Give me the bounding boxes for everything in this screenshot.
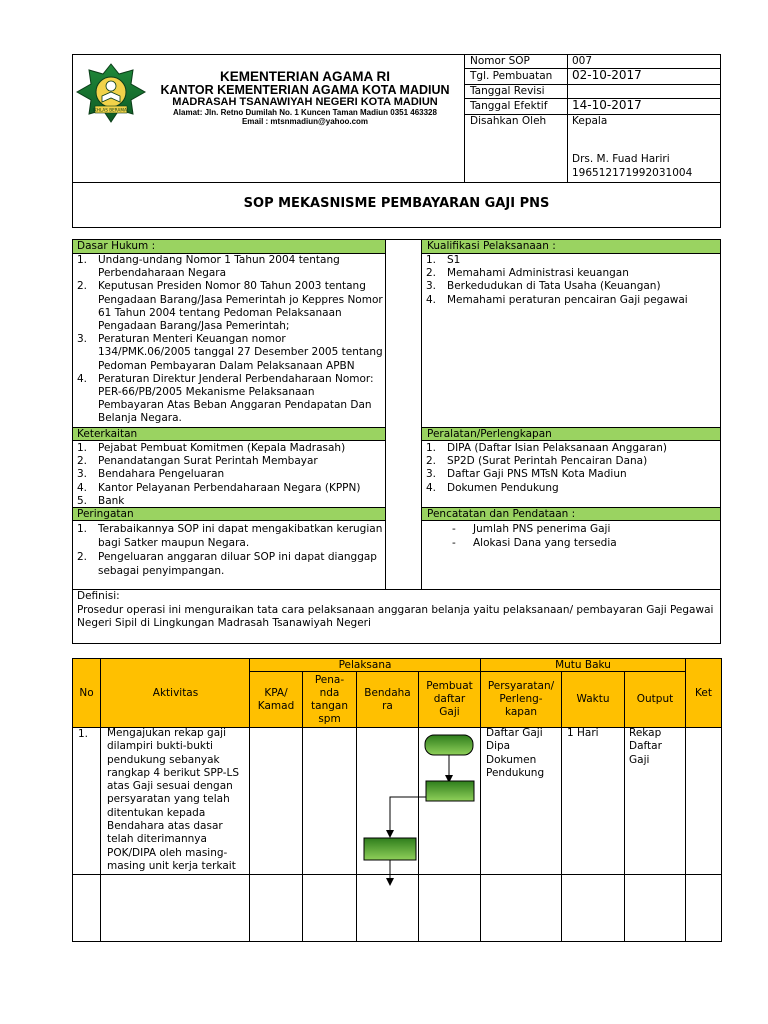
list-item: 3. Berkedudukan di Tata Usaha (Keuangan) <box>426 280 661 293</box>
approver-nip: 196512171992031004 <box>572 167 693 179</box>
list-item: 5. Bank <box>77 494 125 507</box>
meta-label: Tanggal Efektif <box>470 100 548 112</box>
definisi-text: Prosedur operasi ini menguraikan tata cara pelaksanaan anggaran belanja yaitu pelaksanaan/ pembayaran Gaji Pegawai <box>77 604 714 616</box>
meta-value: Kepala <box>572 115 608 127</box>
school-email: Email : mtsnmadiun@yahoo.com <box>241 117 369 126</box>
meta-label: Nomor SOP <box>470 55 530 67</box>
school-name: MADRASAH TSANAWIYAH NEGERI KOTA MADIUN <box>172 96 438 108</box>
list-item: - Jumlah PNS penerima Gaji <box>452 523 611 535</box>
peringatan-heading: Peringatan <box>77 508 134 520</box>
list-item: 1. Terabaikannya SOP ini dapat mengakibatkan kerugian bagi Satker maupun Negara. <box>77 523 383 549</box>
col-bendahara: Bendaha ra <box>364 686 411 712</box>
col-pembuat-daftar-gaji: Pembuat daftar Gaji <box>426 680 473 718</box>
list-item: 4. Memahami peraturan pencairan Gaji pegawai <box>426 293 688 306</box>
ministry-name: KEMENTERIAN AGAMA RI <box>220 69 390 84</box>
flow-connector <box>390 797 426 834</box>
meta-value: 14-10-2017 <box>572 98 642 112</box>
list-item: 1. S1 <box>426 254 461 266</box>
list-item: 3. Daftar Gaji PNS MTsN Kota Madiun <box>426 468 627 481</box>
flow-process-box <box>426 781 474 801</box>
col-waktu: Waktu <box>576 693 610 705</box>
pencatatan-heading: Pencatatan dan Pendataan : <box>427 508 576 520</box>
list-item: - Alokasi Dana yang tersedia <box>452 537 617 549</box>
persyaratan-text: Daftar Gaji Dipa Dokumen Pendukung <box>486 727 545 779</box>
meta-value: 007 <box>572 55 593 67</box>
meta-label: Tgl. Pembuatan <box>470 70 553 82</box>
keterkaitan-heading: Keterkaitan <box>77 428 138 440</box>
list-item: 2. Memahami Administrasi keuangan <box>426 267 629 280</box>
definisi-heading: Definisi: <box>77 590 120 602</box>
meta-label: Disahkan Oleh <box>470 115 547 127</box>
kualifikasi-heading: Kualifikasi Pelaksanaan : <box>427 240 556 252</box>
list-item: 1. DIPA (Daftar Isian Pelaksanaan Anggaran) <box>426 442 667 454</box>
waktu-text: 1 Hari <box>567 727 599 739</box>
meta-label: Tanggal Revisi <box>470 85 545 97</box>
list-item: 4. Peraturan Direktur Jenderal Perbendaharaan Nomor: PER-66/PB/2005 Mekanisme Pelaksanaan Pembayaran Atas Beban Anggaran Pendapatan Dan Belanja Negara. <box>77 372 374 425</box>
col-aktivitas: Aktivitas <box>152 686 199 699</box>
col-output: Output <box>636 693 674 705</box>
list-item: 4. Dokumen Pendukung <box>426 481 559 494</box>
output-text: Rekap Daftar Gaji <box>629 727 662 766</box>
flow-start-terminator <box>425 735 473 755</box>
row-number: 1. <box>78 728 89 740</box>
definisi-text: Negeri Sipil di Lingkungan Madrasah Tsanawiyah Negeri <box>77 617 371 629</box>
school-address: Alamat: Jln. Retno Dumilah No. 1 Kuncen Taman Madiun 0351 463328 <box>173 108 437 117</box>
list-item: 1. Pejabat Pembuat Komitmen (Kepala Madrasah) <box>77 442 346 454</box>
list-item: 4. Kantor Pelayanan Perbendaharaan Negara (KPPN) <box>77 481 361 494</box>
logo-text: IKHLAS BERAMAL <box>92 107 130 113</box>
flow-process-box <box>364 838 416 860</box>
col-kpa: KPA/ Kamad <box>257 686 295 712</box>
list-item: 3. Peraturan Menteri Keuangan nomor 134/PMK.06/2005 tanggal 27 Desember 2005 tentang Pedoman Pembayaran Dalam Pelaksanaan APBN <box>77 333 383 372</box>
list-item: 1. Undang-undang Nomor 1 Tahun 2004 tentang Perbendaharaan Negara <box>77 254 340 280</box>
approver-name: Drs. M. Fuad Hariri <box>572 153 670 165</box>
col-no: No <box>79 686 94 699</box>
list-item: 2. Keputusan Presiden Nomor 80 Tahun 2003 tentang Pengadaan Barang/Jasa Pemerintah jo Keppres Nomor 61 Tahun 2004 tentang Pedoman Pelaksanaan Pengadaan Barang/Jasa Pemerintah; <box>77 280 383 333</box>
list-item: 2. Pengeluaran anggaran diluar SOP ini dapat dianggap sebagai penyimpangan. <box>77 551 377 577</box>
dasar-hukum-heading: Dasar Hukum : <box>77 240 156 252</box>
office-name: KANTOR KEMENTERIAN AGAMA KOTA MADIUN <box>160 83 450 97</box>
col-ket: Ket <box>695 686 712 699</box>
col-persyaratan: Persyaratan/ Perleng- kapan <box>487 680 555 718</box>
peralatan-heading: Peralatan/Perlengkapan <box>427 428 552 440</box>
col-pelaksana: Pelaksana <box>338 658 392 671</box>
list-item: 3. Bendahara Pengeluaran <box>77 468 225 481</box>
activity-text: Mengajukan rekap gaji dilampiri bukti-bukti pendukung sebanyak rangkap 4 berikut SPP-LS atas Gaji sesuai dengan persyaratan yang telah ditentukan kepada Bendahara atas dasar telah diterimannya POK/DIPA oleh masing- masing unit kerja terkait <box>107 727 240 872</box>
col-penandatangan: Pena- nda tangan spm <box>311 673 348 725</box>
page-title: SOP MEKASNISME PEMBAYARAN GAJI PNS <box>243 196 550 211</box>
list-item: 2. Penandatangan Surat Perintah Membayar <box>77 455 318 468</box>
col-mutu-baku: Mutu Baku <box>555 658 611 671</box>
meta-value: 02-10-2017 <box>572 68 642 82</box>
list-item: 2. SP2D (Surat Perintah Pencairan Dana) <box>426 455 648 468</box>
